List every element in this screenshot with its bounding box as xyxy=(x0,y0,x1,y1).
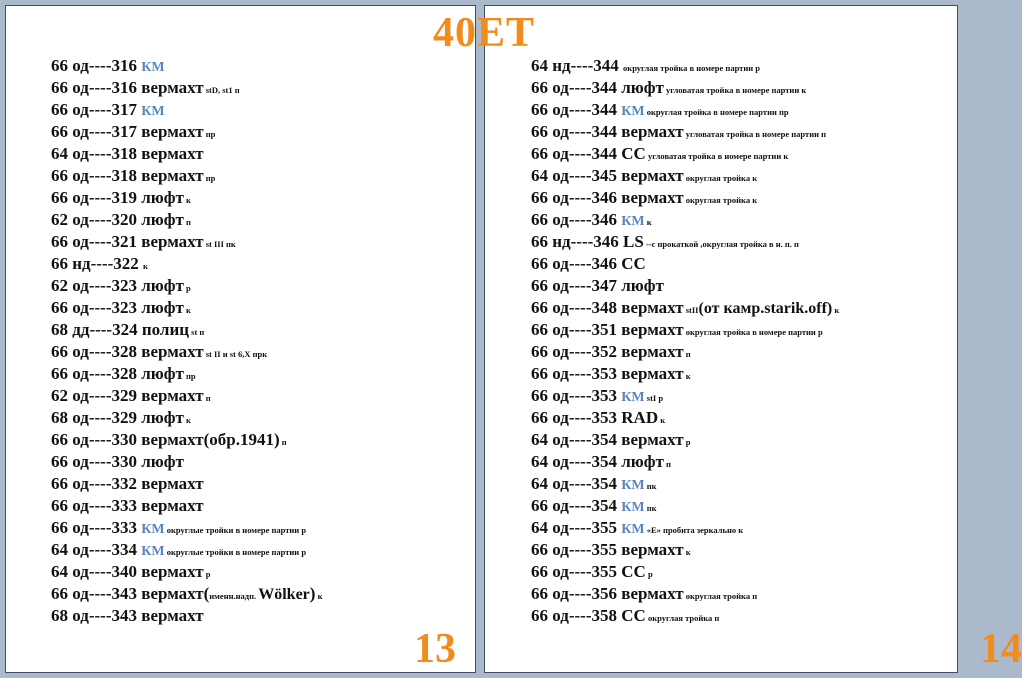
list-item xyxy=(51,473,322,495)
item-type: вермахт( xyxy=(141,584,210,603)
item-code: 66 од----355 xyxy=(531,562,622,581)
item-note: stII xyxy=(683,305,699,315)
item-note: пк xyxy=(644,503,657,513)
item-note: к xyxy=(683,371,691,381)
item-code: 66 од----344 xyxy=(531,78,622,97)
item-type: вермахт xyxy=(621,364,684,383)
item-code: 66 од----319 xyxy=(51,188,142,207)
item-code: 62 од----329 xyxy=(51,386,142,405)
item-note: округлая тройка в номере партии пр xyxy=(644,107,789,117)
item-type: вермахт xyxy=(141,474,204,493)
item-code: 66 од----351 xyxy=(531,320,622,339)
list-item xyxy=(531,341,839,363)
item-code: 66 од----344 xyxy=(531,144,622,163)
list-item xyxy=(51,341,322,363)
left-line-list xyxy=(51,55,322,627)
item-note: округлая тройка в номере партии р xyxy=(683,327,823,337)
item-tail-note: к xyxy=(832,305,840,315)
list-item xyxy=(531,473,839,495)
item-type: вермахт xyxy=(141,144,204,163)
item-note: --с прокаткой ,округлая тройка в н. п. п xyxy=(643,239,799,249)
item-note: округлая тройка п xyxy=(645,613,720,623)
item-type: люфт xyxy=(141,452,184,471)
item-type: вермахт xyxy=(141,562,204,581)
list-item xyxy=(51,231,322,253)
item-note: к xyxy=(143,261,148,271)
item-code: 68 од----329 xyxy=(51,408,142,427)
item-code: 64 од----354 xyxy=(531,474,622,493)
item-code: 64 од----354 xyxy=(531,452,622,471)
item-code: 66 од----353 xyxy=(531,364,622,383)
list-item xyxy=(51,209,322,231)
item-tail-note: к xyxy=(315,591,323,601)
item-code: 64 од----340 xyxy=(51,562,142,581)
item-code: 66 нд----322 xyxy=(51,254,144,273)
list-item xyxy=(51,407,322,429)
list-item xyxy=(51,253,322,275)
item-type: СС xyxy=(621,254,646,273)
list-item xyxy=(51,539,322,561)
item-note: stI р xyxy=(644,393,664,403)
item-note: р xyxy=(183,283,191,293)
list-item xyxy=(531,539,839,561)
item-note: п xyxy=(663,459,671,469)
list-item xyxy=(51,77,322,99)
item-note: stD, st1 п xyxy=(203,85,240,95)
item-code: 66 од----317 xyxy=(51,100,142,119)
list-item xyxy=(51,583,322,605)
list-item xyxy=(51,451,322,473)
item-code: 66 од----316 xyxy=(51,78,142,97)
item-code: 66 од----348 xyxy=(531,298,622,317)
item-code: 68 дд----324 xyxy=(51,320,142,339)
list-item xyxy=(51,495,322,517)
item-code: 66 од----353 xyxy=(531,386,622,405)
item-code: 66 нд----346 xyxy=(531,232,624,251)
list-item xyxy=(531,319,839,341)
list-item xyxy=(51,275,322,297)
item-type: КМ xyxy=(621,500,645,515)
item-code: 66 од----353 xyxy=(531,408,622,427)
item-type: люфт xyxy=(141,408,184,427)
item-note: угловатая тройка в номере партии п xyxy=(683,129,827,139)
item-note: р xyxy=(683,437,691,447)
item-code: 64 од----355 xyxy=(531,518,622,537)
page-number-left: 13 xyxy=(414,626,456,672)
item-extra: Wölker xyxy=(258,586,310,603)
item-code: 66 од----333 xyxy=(51,496,142,515)
item-note: st III пк xyxy=(203,239,236,249)
list-item xyxy=(531,605,839,627)
item-note: округлые тройки в номере партии р xyxy=(164,525,307,535)
item-code: 66 од----344 xyxy=(531,122,622,141)
item-type: люфт xyxy=(141,210,184,229)
item-note: округлая тройка к xyxy=(683,195,758,205)
item-type: вермахт xyxy=(621,122,684,141)
item-note: к xyxy=(183,195,191,205)
item-code: 66 од----356 xyxy=(531,584,622,603)
item-type: люфт xyxy=(621,276,664,295)
item-code: 66 од----355 xyxy=(531,540,622,559)
item-note: именн.надп. xyxy=(209,591,259,601)
list-item xyxy=(51,605,322,627)
list-item xyxy=(51,99,322,121)
list-item xyxy=(51,55,322,77)
item-type: КМ xyxy=(141,522,165,537)
item-type: КМ xyxy=(141,60,165,75)
item-code: 66 од----323 xyxy=(51,298,142,317)
list-item xyxy=(51,165,322,187)
item-type: вермахт xyxy=(141,496,204,515)
item-code: 66 од----344 xyxy=(531,100,622,119)
item-type: вермахт xyxy=(141,232,204,251)
item-type: LS xyxy=(623,232,644,251)
item-note: п xyxy=(279,437,287,447)
item-type: вермахт xyxy=(621,298,684,317)
page-number-right: 14 xyxy=(980,626,1022,672)
item-code: 66 од----354 xyxy=(531,496,622,515)
item-note: к xyxy=(683,547,691,557)
list-item xyxy=(531,517,839,539)
right-line-list xyxy=(531,55,839,627)
list-item xyxy=(51,297,322,319)
item-type: КМ xyxy=(621,390,645,405)
item-type: вермахт xyxy=(621,430,684,449)
item-code: 66 од----332 xyxy=(51,474,142,493)
list-item xyxy=(51,517,322,539)
list-item xyxy=(531,99,839,121)
list-item xyxy=(531,143,839,165)
item-type: вермахт xyxy=(621,188,684,207)
item-type: люфт xyxy=(141,364,184,383)
list-item xyxy=(531,209,839,231)
item-note: п xyxy=(203,393,211,403)
item-type: вермахт xyxy=(141,606,204,625)
item-type: КМ xyxy=(621,104,645,119)
item-note: к xyxy=(183,415,191,425)
item-type: СС xyxy=(621,562,646,581)
item-note: st п xyxy=(189,327,205,337)
item-note: пр xyxy=(203,173,216,183)
header-title: 40ЕТ xyxy=(433,10,536,56)
item-type: люфт xyxy=(621,452,664,471)
item-type: КМ xyxy=(621,478,645,493)
item-code: 68 од----343 xyxy=(51,606,142,625)
item-code: 66 од----330 xyxy=(51,452,142,471)
list-item xyxy=(531,363,839,385)
item-type: КМ xyxy=(141,544,165,559)
list-item xyxy=(531,187,839,209)
item-code: 66 од----343 xyxy=(51,584,142,603)
item-tail: ) xyxy=(309,584,316,603)
item-code: 62 од----323 xyxy=(51,276,142,295)
list-item xyxy=(531,297,839,319)
item-type: вермахт xyxy=(141,122,204,141)
item-note: пр xyxy=(203,129,216,139)
item-note: st II и st 6,X прк xyxy=(203,349,268,359)
item-type: вермахт xyxy=(621,342,684,361)
item-code: 64 од----345 xyxy=(531,166,622,185)
item-code: 66 од----333 xyxy=(51,518,142,537)
list-item xyxy=(531,231,839,253)
item-type: СС xyxy=(621,606,646,625)
item-code: 66 од----318 xyxy=(51,166,142,185)
item-type: вермахт xyxy=(621,540,684,559)
item-code: 66 од----352 xyxy=(531,342,622,361)
item-note: округлые тройки в номере партии р xyxy=(164,547,307,557)
list-item xyxy=(531,55,839,77)
item-type: люфт xyxy=(621,78,664,97)
list-item xyxy=(531,495,839,517)
list-item xyxy=(51,187,322,209)
list-item xyxy=(51,561,322,583)
list-item xyxy=(51,363,322,385)
item-code: 62 од----320 xyxy=(51,210,142,229)
list-item xyxy=(531,451,839,473)
left-page xyxy=(5,5,476,673)
item-note: угловатая тройка в номере партии к xyxy=(645,151,789,161)
item-type: вермахт xyxy=(141,78,204,97)
item-code: 64 од----318 xyxy=(51,144,142,163)
item-type: полиц xyxy=(141,320,190,339)
item-type: вермахт(обр.1941) xyxy=(141,430,280,449)
list-item xyxy=(531,165,839,187)
list-item xyxy=(51,385,322,407)
item-code: 66 од----347 xyxy=(531,276,622,295)
item-type: вермахт xyxy=(141,386,204,405)
item-extra: (от камр.starik.off) xyxy=(698,300,833,317)
item-note: пк xyxy=(644,481,657,491)
list-item xyxy=(51,319,322,341)
item-code: 66 од----317 xyxy=(51,122,142,141)
item-note: к xyxy=(183,305,191,315)
list-item xyxy=(531,561,839,583)
item-note: р xyxy=(645,569,653,579)
list-item xyxy=(51,429,322,451)
item-type: КМ xyxy=(621,214,645,229)
list-item xyxy=(51,143,322,165)
list-item xyxy=(51,121,322,143)
item-code: 66 од----346 xyxy=(531,254,622,273)
item-code: 66 од----346 xyxy=(531,210,622,229)
item-code: 66 од----316 xyxy=(51,56,142,75)
list-item xyxy=(531,583,839,605)
item-type: вермахт xyxy=(621,166,684,185)
item-type: люфт xyxy=(141,276,184,295)
item-type: КМ xyxy=(141,104,165,119)
item-note: к xyxy=(644,217,652,227)
item-code: 66 од----358 xyxy=(531,606,622,625)
list-item xyxy=(531,253,839,275)
item-code: 66 од----330 xyxy=(51,430,142,449)
item-note: к xyxy=(658,415,666,425)
item-note: округлая тройка к xyxy=(683,173,758,183)
item-type: вермахт xyxy=(141,342,204,361)
item-code: 66 од----346 xyxy=(531,188,622,207)
item-type: люфт xyxy=(141,298,184,317)
item-note: п xyxy=(683,349,691,359)
item-note: р xyxy=(203,569,211,579)
item-code: 64 од----354 xyxy=(531,430,622,449)
item-note: округлая тройка п xyxy=(683,591,758,601)
list-item xyxy=(531,275,839,297)
item-note: округлая тройка в номере партии р xyxy=(623,63,761,73)
item-code: 66 од----328 xyxy=(51,342,142,361)
item-code: 66 од----328 xyxy=(51,364,142,383)
item-type: КМ xyxy=(621,522,645,537)
list-item xyxy=(531,407,839,429)
item-note: «E» пробита зеркально к xyxy=(644,525,744,535)
item-type: RAD xyxy=(621,408,659,427)
item-type: вермахт xyxy=(141,166,204,185)
list-item xyxy=(531,121,839,143)
item-code: 66 од----321 xyxy=(51,232,142,251)
item-type: СС xyxy=(621,144,646,163)
item-note: пр xyxy=(183,371,196,381)
item-note: п xyxy=(183,217,191,227)
item-type: вермахт xyxy=(621,320,684,339)
item-code: 64 од----334 xyxy=(51,540,142,559)
right-page xyxy=(484,5,1022,673)
item-code: 64 нд----344 xyxy=(531,56,624,75)
list-item xyxy=(531,385,839,407)
item-type: люфт xyxy=(141,188,184,207)
item-note: угловатая тройка в номере партии к xyxy=(663,85,807,95)
item-type: вермахт xyxy=(621,584,684,603)
list-item xyxy=(531,429,839,451)
list-item xyxy=(531,77,839,99)
